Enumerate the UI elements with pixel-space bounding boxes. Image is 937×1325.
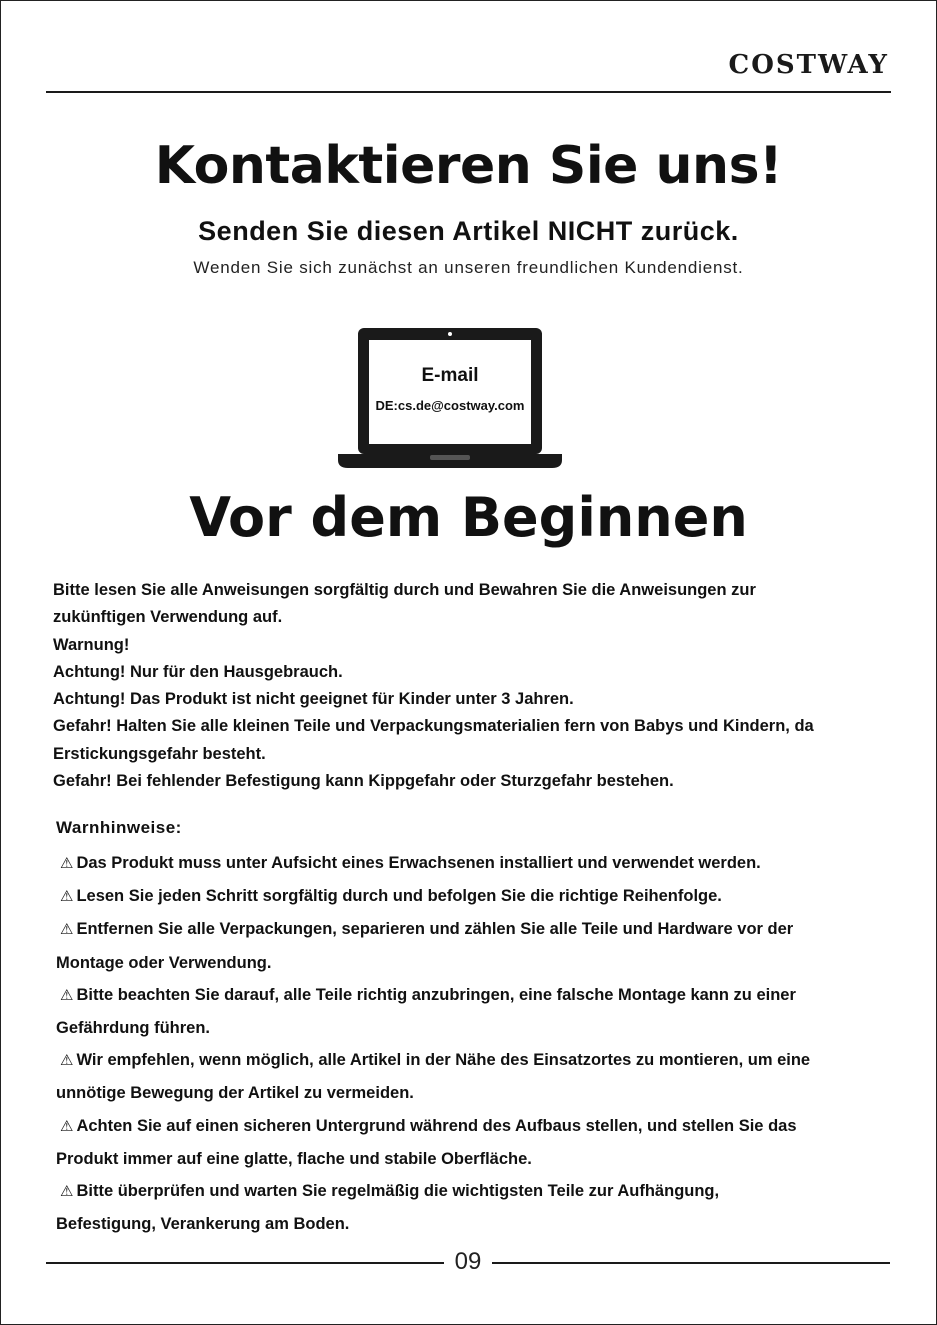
email-address: DE:cs.de@costway.com <box>375 398 525 413</box>
hint-continuation: Gefährdung führen. <box>56 1019 210 1038</box>
hints-title: Warnhinweise: <box>56 818 182 837</box>
hint-item: ⚠ Bitte überprüfen und warten Sie regelmäßig die wichtigsten Teile zur Aufhängung, <box>60 1182 720 1201</box>
hint-item: ⚠ Lesen Sie jeden Schritt sorgfältig durch und befolgen Sie die richtige Reihenfolge. <box>60 887 722 906</box>
hints-list <box>56 847 906 1240</box>
hint-continuation: unnötige Bewegung der Artikel zu vermeiden. <box>56 1084 414 1103</box>
intro-line: Erstickungsgefahr besteht. <box>53 744 266 763</box>
hint-continuation: Produkt immer auf eine glatte, flache und stabile Oberfläche. <box>56 1149 532 1168</box>
warning-icon: ⚠ <box>60 855 74 872</box>
warning-icon: ⚠ <box>60 986 74 1004</box>
footer-rule-left <box>46 1262 444 1264</box>
intro-line: Achtung! Das Produkt ist nicht geeignet für Kinder unter 3 Jahren. <box>53 690 574 709</box>
hint-item: ⚠ Wir empfehlen, wenn möglich, alle Artikel in der Nähe des Einsatzortes zu montieren, um eine <box>60 1051 811 1070</box>
contact-subtitle: Senden Sie diesen Artikel NICHT zurück. <box>198 216 739 246</box>
hint-item: ⚠ Bitte beachten Sie darauf, alle Teile richtig anzubringen, eine falsche Montage kann zu einer <box>60 985 796 1004</box>
intro-line: Achtung! Nur für den Hausgebrauch. <box>53 662 343 681</box>
hint-continuation: Befestigung, Verankerung am Boden. <box>56 1215 350 1234</box>
intro-line: Bitte lesen Sie alle Anweisungen sorgfältig durch und Bewahren Sie die Anweisungen zur <box>53 581 756 599</box>
brand-logo: COSTWAY <box>728 50 889 80</box>
header-rule <box>46 91 891 93</box>
hint-item: ⚠ Entfernen Sie alle Verpackungen, separieren und zählen Sie alle Teile und Hardware vor der <box>60 920 794 939</box>
warning-icon: ⚠ <box>60 888 74 906</box>
contact-note: Wenden Sie sich zunächst an unseren freundlichen Kundendienst. <box>193 258 744 277</box>
warning-icon: ⚠ <box>60 1183 74 1201</box>
hint-item: ⚠ Das Produkt muss unter Aufsicht eines Erwachsenen installiert und verwendet werden. <box>60 854 761 872</box>
warning-heading: Warnung! <box>53 635 130 654</box>
warning-icon: ⚠ <box>60 1052 74 1070</box>
intro-line: Gefahr! Halten Sie alle kleinen Teile und Verpackungsmaterialien fern von Babys und Kindern, da <box>53 717 814 736</box>
before-title: Vor dem Beginnen <box>189 486 748 549</box>
intro-paragraph <box>53 577 903 795</box>
page-number: 09 <box>454 1248 482 1275</box>
hint-continuation: Montage oder Verwendung. <box>56 953 272 972</box>
hint-item: ⚠ Achten Sie auf einen sicheren Untergrund während des Aufbaus stellen, und stellen Sie das <box>60 1116 797 1135</box>
footer-rule-right <box>492 1262 890 1264</box>
warning-icon: ⚠ <box>60 921 74 939</box>
contact-title: Kontaktieren Sie uns! <box>154 136 783 196</box>
warning-icon: ⚠ <box>60 1117 74 1135</box>
intro-line: zukünftigen Verwendung auf. <box>53 608 283 627</box>
email-label: E-mail <box>421 365 479 386</box>
intro-line: Gefahr! Bei fehlender Befestigung kann Kippgefahr oder Sturzgefahr bestehen. <box>53 772 674 791</box>
